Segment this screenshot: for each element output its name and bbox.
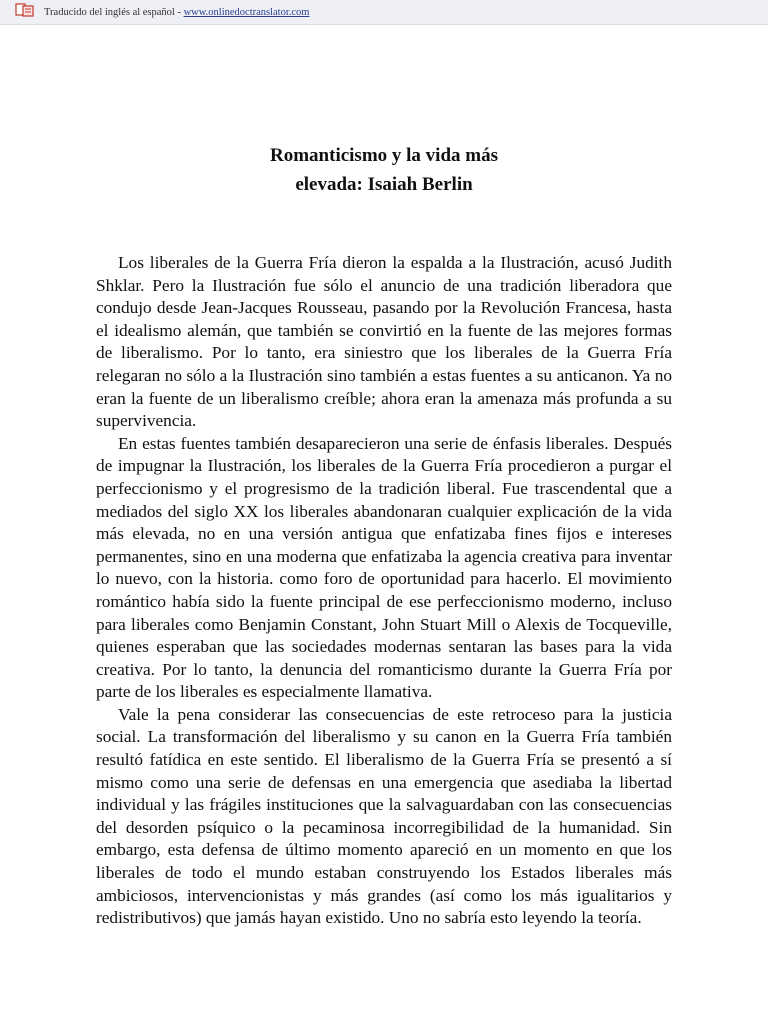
body-paragraph: En estas fuentes también desaparecieron una serie de énfasis liberales. Después de impugnar la Ilustración, los liberales de la Guerra Fría procedieron a purgar el perfeccionismo y el progresismo de la tradición liberal. Fue trascendental que a mediados del siglo XX los liberales abandonaran cualquier explicación de la vida más elevada, no en una versión antigua que enfatizaba fines fijos e intereses permanentes, sino en una moderna que enfatizaba la agencia creativa para inventar lo nuevo, con la historia. como foro de oportunidad para hacerlo. El movimiento romántico había sido la fuente principal de ese perfeccionismo moderno, incluso para liberales como Benjamin Constant, John Stuart Mill o Alexis de Tocqueville, quienes esperaban que las sociedades modernas sentaran las bases para la vida creativa. Por lo tanto, la denuncia del romanticismo durante la Guerra Fría por parte de los liberales es especialmente llamativa. xyxy=(96,433,672,702)
document-title-line-2: elevada: Isaiah Berlin xyxy=(295,174,473,195)
translator-note-text: Traducido del inglés al español - xyxy=(44,7,184,18)
translator-banner xyxy=(0,0,768,25)
document-title-line-1: Romanticismo y la vida más xyxy=(270,145,498,166)
body-paragraph: Los liberales de la Guerra Fría dieron la espalda a la Ilustración, acusó Judith Shklar. Pero la Ilustración fue sólo el anuncio de una tradición liberadora que condujo desde Jean-Jacques Rousseau, pasando por la Revolución Francesa, hasta el idealismo alemán, que también se convirtió en la fuente de las mejores formas de liberalismo. Por lo tanto, era siniestro que los liberales de la Guerra Fría relegaran no sólo a la Ilustración sino también a estas fuentes a su anticanon. Ya no eran la fuente de un liberalismo creíble; ahora eran la amenaza más profunda a su supervivencia. xyxy=(96,253,672,431)
body-paragraph: Vale la pena considerar las consecuencias de este retroceso para la justicia social. La transformación del liberalismo y su canon en la Guerra Fría también resultó fatídica en este sentido. El liberalismo de la Guerra Fría se presentó a sí mismo como una serie de defensas en una emergencia que asediaba la libertad individual y las frágiles instituciones que la salvaguardaban con las consecuencias del desorden psíquico o la pecaminosa incorregibilidad de la humanidad. Sin embargo, esta defensa de último momento apareció en un momento en que los liberales de todo el mundo estaban construyendo los Estados liberales más ambiciosos, intervencionistas y más grandes (así como los más igualitarios y redistributivos) que jamás hayan existido. Uno no sabría esto leyendo la teoría. xyxy=(96,704,672,928)
translator-link[interactable]: www.onlinedoctranslator.com xyxy=(183,7,310,18)
translator-note xyxy=(44,7,309,19)
translator-logo-icon xyxy=(15,3,35,17)
document-body xyxy=(96,252,672,930)
